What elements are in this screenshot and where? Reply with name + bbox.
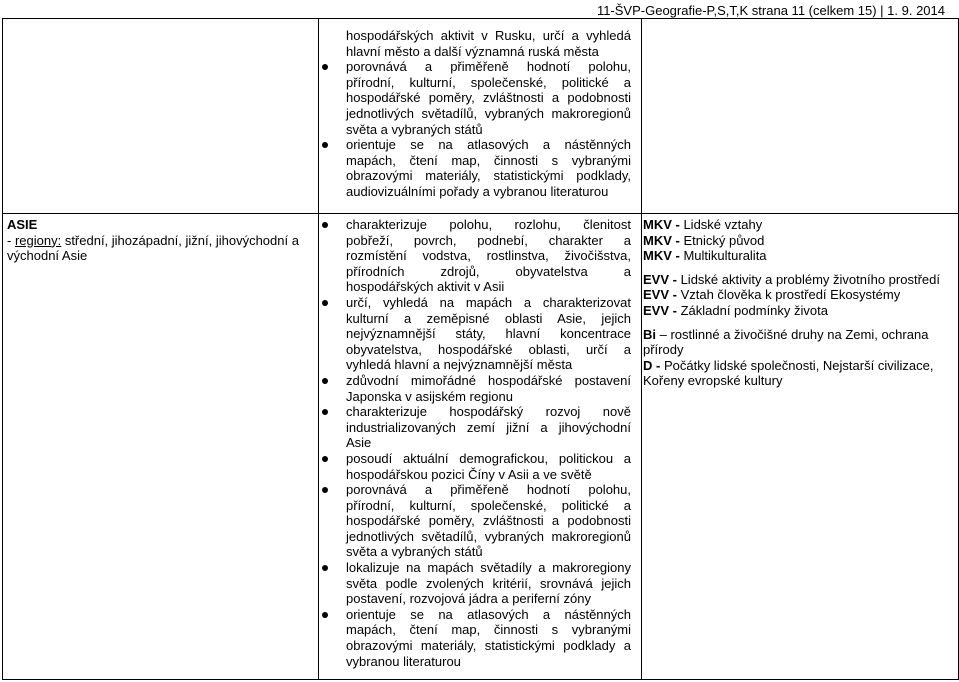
outcome-text: obyvatelstva, hospodářské oblasti, určí a [346,341,631,357]
outcome-line [0,591,631,607]
spacer [643,264,955,272]
outcome-line [0,529,631,545]
outcome-line [0,342,631,358]
outcome-line [0,279,631,295]
topic-regions: - regiony: střední, jihozápadní, jižní, jihovýchodní a [7,232,299,248]
outcome-line [0,638,631,654]
outcome-text: jednotlivých světadílů, vybraných makroregionů [346,105,631,121]
outcome-line [0,75,631,91]
outcome-line [0,467,631,483]
outcome-line [0,217,631,233]
bullet-icon [322,456,328,462]
outcome-text: vybranou literaturou [346,653,461,669]
page-header: 11-ŠVP-Geografie-P,S,T,K strana 11 (celkem 15) | 1. 9. 2014 [596,3,945,18]
crosscurricular-list [643,217,955,389]
outcome-line [0,404,631,420]
subject-code: EVV - [643,302,681,318]
outcome-text: orientuje se na atlasových a nástěnných [346,606,631,622]
subject-topic: Lidské vztahy [683,217,763,232]
bullet-icon [322,487,328,493]
outcome-text: světa a vybraných států [346,544,483,560]
outcome-line [0,106,631,122]
outcome-text: posoudí aktuální demografickou, politickou a [346,450,631,466]
outcome-text: audiovizuálními pořady a vybranou literaturou [346,183,609,199]
outcome-line [0,498,631,514]
outcome-line [0,326,631,342]
outcome-text: přírodních zdrojů, obyvatelstva a [346,263,631,279]
outcome-line [0,357,631,373]
outcome-line [0,482,631,498]
outcome-text: hospodářských aktivit v Rusku, určí a vyhledá [346,28,631,43]
subject-topic: přírody [643,342,684,358]
crosscurricular-item [643,217,955,233]
outcome-line [0,90,631,106]
bullet-icon [322,409,328,415]
crosscurricular-item [643,373,955,389]
outcome-text: postavení, rozvojová jádra a periferní zóny [346,591,591,607]
outcome-text: charakterizuje polohu, rozlohu, členitost [346,217,631,232]
outcome-line [0,607,631,623]
outcome-line [0,544,631,560]
outcome-text: hospodářské poměry, zvláštnosti a podobnosti [346,90,631,106]
subject-code: EVV - [643,271,681,287]
outcome-line [0,435,631,451]
bullet-icon [322,300,328,306]
outcome-line [0,513,631,529]
subject-topic: Etnický původ [683,232,765,248]
crosscurricular-item [643,233,955,249]
outcomes-list-bottom [0,217,631,669]
outcome-text: lokalizuje na mapách světadíly a makroregiony [346,560,631,576]
outcome-text: světa a vybraných států [346,121,483,137]
outcome-text: přírodní, kulturní, společenské, politické a [346,497,631,513]
outcome-line [0,233,631,249]
crosscurricular-item [643,327,955,343]
bullet-icon [322,64,328,70]
subject-code: MKV - [643,217,684,232]
outcome-text: hospodářských aktivit v Asii [346,279,505,295]
outcome-text: hospodářskou pozici Číny v Asii a ve světě [346,466,592,482]
subject-code: D - [643,357,664,373]
outcome-line [0,153,631,169]
outcome-line [0,654,631,670]
crosscurricular-item [643,358,955,374]
crosscurricular-item [643,342,955,358]
bullet-icon [322,565,328,571]
outcome-line [0,137,631,153]
outcome-line [0,420,631,436]
topic-regions-cont: východní Asie [7,248,88,264]
outcome-text: industrializovaných zemí jižní a jihovýchodní [346,419,631,435]
outcome-text: charakterizuje hospodářský rozvoj nově [346,404,631,420]
subject-topic: Počátky lidské společnosti, Nejstarší civilizace, [663,357,934,373]
outcome-text: porovnává a přiměřeně hodnotí polohu, [346,59,631,75]
crosscurricular-item [643,272,955,288]
outcome-text: přírodní, kulturní, společenské, politické a [346,74,631,90]
outcome-text: určí, vyhledá na mapách a charakterizovat [346,294,631,310]
outcome-line [0,622,631,638]
crosscurricular-cell [642,19,959,214]
outcome-text: Asie [346,435,372,451]
outcome-line [0,44,631,60]
outcome-line [0,560,631,576]
bullet-icon [322,142,328,148]
crosscurricular-item [643,303,955,319]
outcome-line [0,168,631,184]
outcome-line [0,122,631,138]
outcome-text: obrazovými materiály, statistickými podklady a [346,638,631,654]
subject-topic: Vztah člověka k prostředí Ekosystémy [680,287,901,303]
outcome-line [0,59,631,75]
bullet-icon [322,378,328,384]
subject-code: Bi [643,326,660,342]
outcomes-list-top [0,28,631,200]
outcome-line [0,576,631,592]
outcome-text: mapách, čtení map, činnosti s vybranými [346,152,631,168]
outcome-line [0,311,631,327]
crosscurricular-item [643,248,955,264]
outcome-text: rozmístění vodstva, rostlinstva, živočišstva, [346,248,631,264]
outcome-line [0,28,631,44]
crosscurricular-item [643,287,955,303]
outcome-line [0,248,631,264]
subject-code: MKV - [643,232,684,248]
subject-code: MKV - [643,248,684,264]
bullet-icon [322,612,328,618]
outcome-text: světa podle zvolených kritérií, srovnává jejich [346,575,631,591]
outcome-text: porovnává a přiměřeně hodnotí polohu, [346,482,631,498]
subject-topic: Lidské aktivity a problémy životního prostředí [680,271,940,287]
outcome-text: vyhledá hlavní a nejvýznamnější města [346,357,573,373]
outcome-text: jednotlivých světadílů, vybraných makroregionů [346,528,631,544]
subject-topic: Multikulturalita [683,248,767,264]
outcome-text: nejvýznamnější státy, hlavní koncentrace [346,326,631,342]
outcome-text: obrazovými materiály, statistickými podklady, [346,168,631,184]
outcome-text: zdůvodní mimořádné hospodářské postavení [346,372,631,388]
outcome-text: hlavní město a další významná ruská města [346,43,599,59]
outcome-line [0,184,631,200]
subject-topic: Kořeny evropské kultury [643,373,783,389]
subject-topic: Základní podmínky života [680,302,828,318]
outcome-line [0,451,631,467]
outcome-text: kulturní a zeměpisné oblasti Asie, jejich [346,310,631,326]
outcome-text: orientuje se na atlasových a nástěnných [346,137,631,153]
outcome-text: mapách, čtení map, činnosti s vybranými [346,622,631,638]
topic-title: ASIE [7,217,38,232]
bullet-icon [322,222,328,228]
subject-topic: – rostlinné a živočišné druhy na Zemi, ochrana [659,326,929,342]
outcome-line [0,264,631,280]
outcome-line [0,389,631,405]
outcome-text: hospodářské poměry, zvláštnosti a podobnosti [346,513,631,529]
subject-code: EVV - [643,287,681,303]
outcome-line [0,373,631,389]
outcome-line [0,295,631,311]
spacer [643,319,955,327]
outcome-text: pobřeží, povrch, podnebí, charakter a [346,232,631,248]
outcome-text: Japonska v asijském regionu [346,388,513,404]
